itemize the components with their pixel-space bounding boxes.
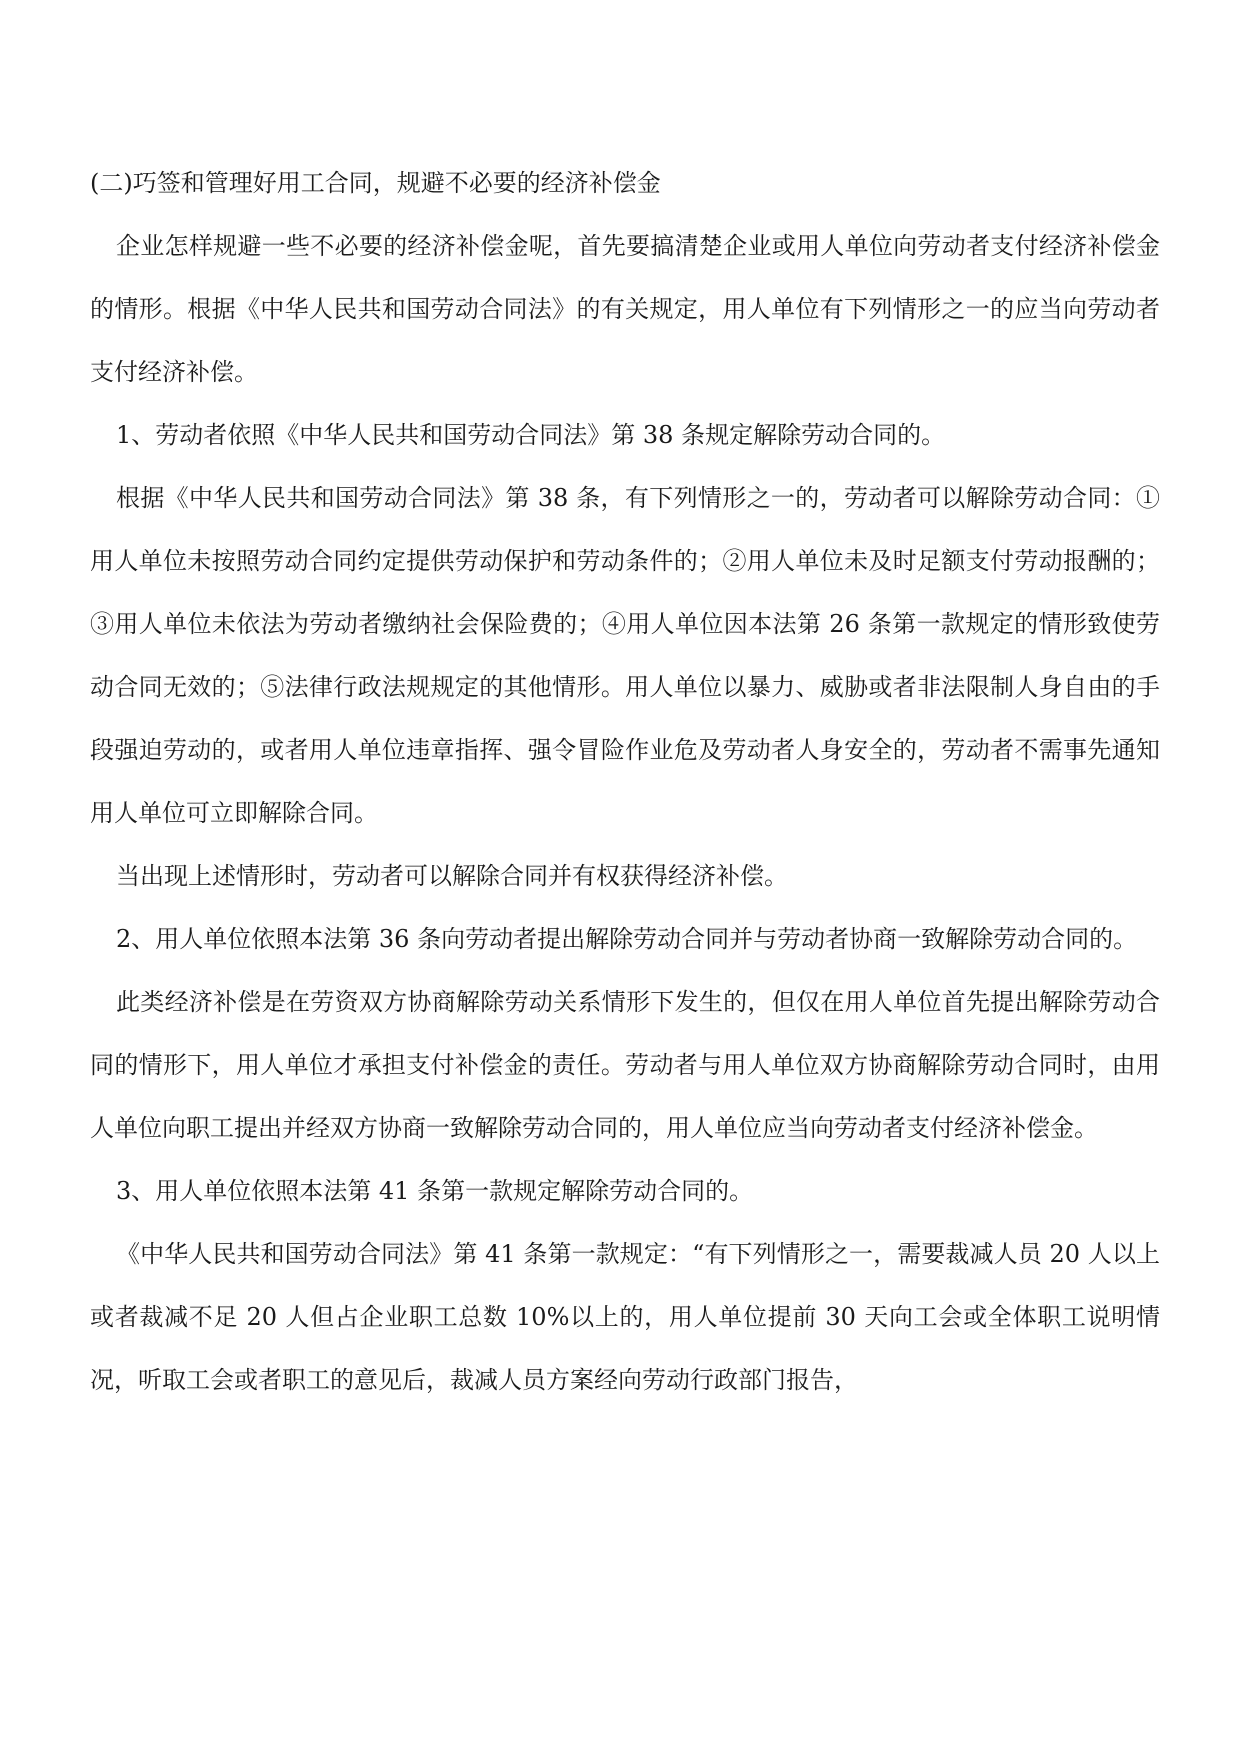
paragraph-item-1: 1、劳动者依照《中华人民共和国劳动合同法》第 38 条规定解除劳动合同的。 <box>116 421 946 449</box>
section-heading: (二)巧签和管理好用工合同，规避不必要的经济补偿金 <box>90 169 661 197</box>
paragraph-article-38: 根据《中华人民共和国劳动合同法》第 38 条，有下列情形之一的，劳动者可以解除劳动合同：①用人单位未按照劳动合同约定提供劳动保护和劳动条件的；②用人单位未及时足额支付劳动报酬的；③用人单位未依法为劳动者缴纳社会保险费的；④用人单位因本法第 26 条第一款规定的情形致使劳动合同无效的；⑤法律行政法规规定的其他情形。用人单位以暴力、威胁或者非法限制人身自由的手段强迫劳动的，或者用人单位违章指挥、强令冒险作业危及劳动者人身安全的，劳动者不需事先通知用人单位可立即解除合同。 <box>90 484 1160 827</box>
paragraph-intro: 企业怎样规避一些不必要的经济补偿金呢，首先要搞清楚企业或用人单位向劳动者支付经济补偿金的情形。根据《中华人民共和国劳动合同法》的有关规定，用人单位有下列情形之一的应当向劳动者支付经济补偿。 <box>90 232 1160 386</box>
paragraph-item-2: 2、用人单位依照本法第 36 条向劳动者提出解除劳动合同并与劳动者协商一致解除劳动合同的。 <box>116 925 1138 953</box>
document-body <box>90 152 1160 1412</box>
paragraph-negotiated-termination: 此类经济补偿是在劳资双方协商解除劳动关系情形下发生的，但仅在用人单位首先提出解除劳动合同的情形下，用人单位才承担支付补偿金的责任。劳动者与用人单位双方协商解除劳动合同时，由用人单位向职工提出并经双方协商一致解除劳动合同的，用人单位应当向劳动者支付经济补偿金。 <box>90 988 1160 1142</box>
paragraph-item-3: 3、用人单位依照本法第 41 条第一款规定解除劳动合同的。 <box>116 1177 754 1205</box>
paragraph-compensation-right: 当出现上述情形时，劳动者可以解除合同并有权获得经济补偿。 <box>116 862 788 890</box>
paragraph-article-41: 《中华人民共和国劳动合同法》第 41 条第一款规定：“有下列情形之一，需要裁减人员 20 人以上或者裁减不足 20 人但占企业职工总数 10%以上的，用人单位提前 30 天向工会或全体职工说明情况，听取工会或者职工的意见后，裁减人员方案经向劳动行政部门报告， <box>90 1240 1160 1394</box>
